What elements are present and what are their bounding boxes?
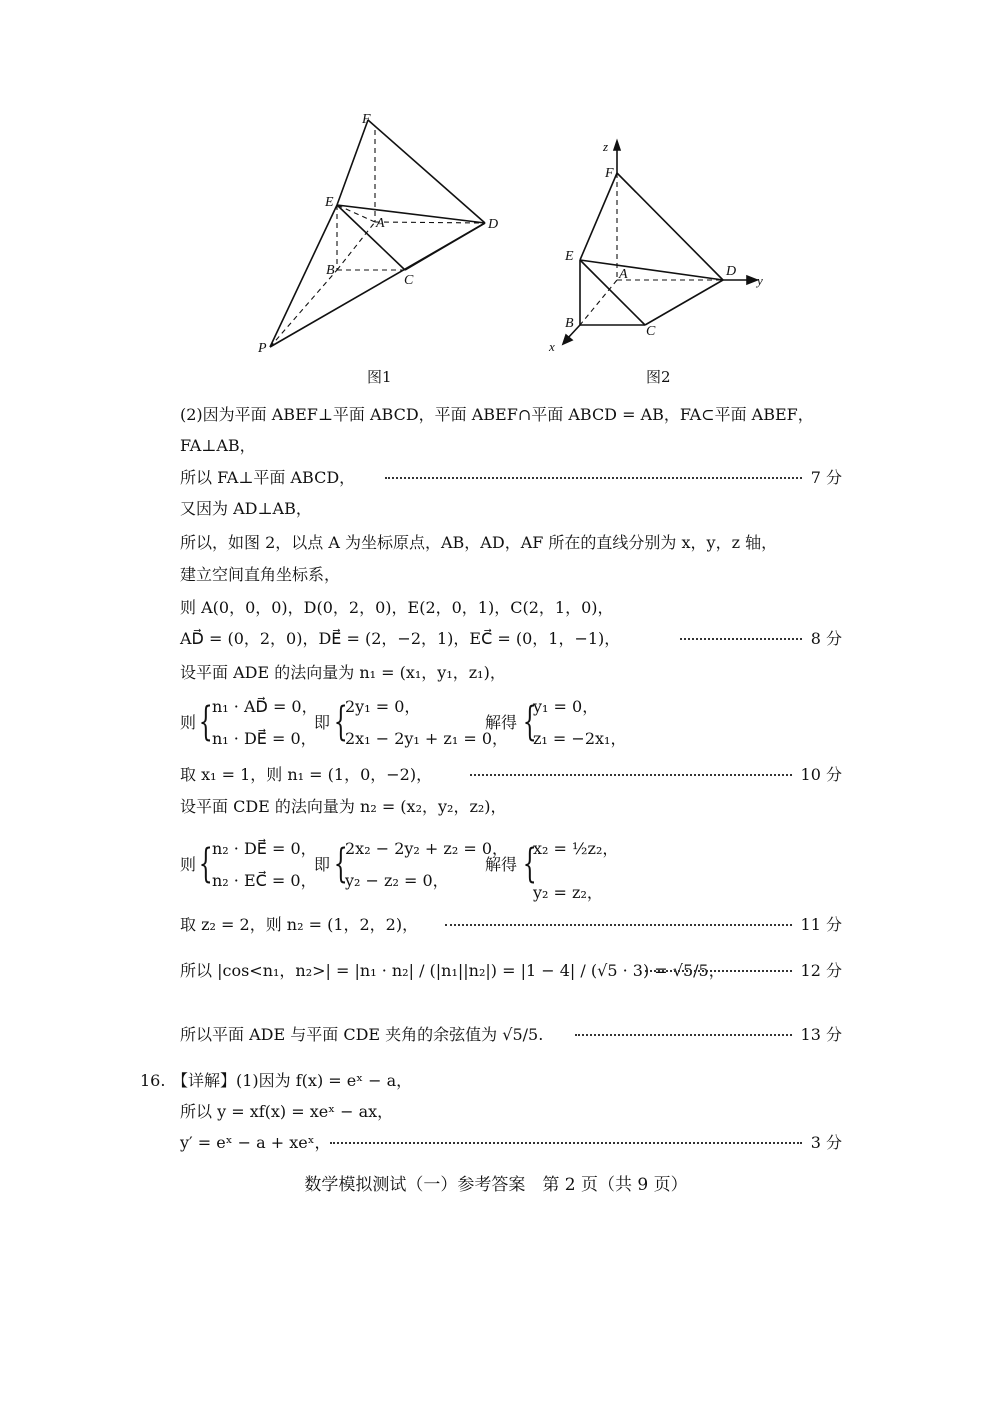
solution-line-7: 则 A(0，0，0)，D(0，2，0)，E(2，0，1)，C(2，1，0)，	[180, 598, 614, 617]
fig1-label-C: C	[404, 273, 414, 288]
fig1-label-F: F	[362, 112, 371, 127]
sys1-brace-b: {	[333, 699, 348, 745]
sys2-eq-b2: y₂ − z₂ = 0，	[345, 871, 449, 890]
sys1-eq-c2: z₁ = −2x₁，	[533, 729, 627, 748]
sys2-eq-c2: y₂ = z₂，	[533, 883, 603, 902]
line-12-text: 取 z₂ = 2，则 n₂ = (1，2，2)，	[180, 915, 419, 934]
fig2-label-x: x	[549, 339, 555, 354]
solution-line-13	[180, 956, 842, 986]
fig1-label-E: E	[325, 195, 334, 210]
dot-leader	[385, 477, 802, 479]
dot-leader	[470, 774, 792, 776]
score-13: 13 分	[800, 1025, 842, 1044]
sys2-eq-c1: x₂ = ½z₂，	[533, 839, 619, 858]
figure-2	[545, 135, 775, 355]
sys1-eq-a1: n₁ · AD⃗ = 0，	[212, 697, 318, 716]
sys2-eq-b1: 2x₂ − 2y₂ + z₂ = 0，	[345, 839, 509, 858]
dot-leader	[445, 924, 792, 926]
sys2-brace-b: {	[333, 841, 348, 887]
line-3-text: 所以 FA⊥平面 ABCD，	[180, 468, 356, 487]
solution-line-11: 设平面 CDE 的法向量为 n₂ = (x₂，y₂，z₂)，	[180, 797, 507, 816]
line-13-text: 所以 |cos<n₁，n₂>| = |n₁ · n₂| / (|n₁||n₂|) = |1 − 4| / (√5 · 3) = √5/5，	[180, 961, 725, 980]
fig1-label-P: P	[258, 341, 267, 356]
page-footer: 数学模拟测试（一）参考答案 第 2 页（共 9 页）	[304, 1175, 688, 1195]
fig2-label-z: z	[603, 139, 609, 154]
fig1-label-B: B	[326, 263, 335, 278]
sys2-eq-a1: n₂ · DE⃗ = 0，	[212, 839, 317, 858]
sys1-eq-c1: y₁ = 0，	[533, 697, 599, 716]
dot-leader	[680, 638, 802, 640]
solution-line-8	[180, 624, 842, 654]
solution-line-3	[180, 463, 842, 493]
sys1-solve: 解得	[485, 713, 518, 732]
fig2-label-F: F	[605, 166, 614, 181]
score-3: 3 分	[810, 1133, 842, 1152]
solution-line-2: FA⊥AB，	[180, 436, 256, 455]
sys2-prefix: 则	[180, 855, 197, 874]
solution-line-5: 所以，如图 2，以点 A 为坐标原点，AB，AD，AF 所在的直线分别为 x，y，z 轴，	[180, 533, 778, 552]
solution-line-9: 设平面 ADE 的法向量为 n₁ = (x₁，y₁，z₁)，	[180, 663, 506, 682]
solution-line-10	[180, 760, 842, 790]
fig2-label-E: E	[565, 249, 574, 264]
line-10-text: 取 x₁ = 1，则 n₁ = (1，0，−2)，	[180, 765, 433, 784]
score-11: 11 分	[800, 915, 842, 934]
q16-line-3	[180, 1128, 842, 1158]
sys2-eq-a2: n₂ · EC⃗ = 0，	[212, 871, 317, 890]
solution-line-6: 建立空间直角坐标系，	[180, 565, 341, 584]
question-16-number: 16.	[140, 1071, 166, 1090]
line-14-text: 所以平面 ADE 与平面 CDE 夹角的余弦值为 √5/5.	[180, 1025, 544, 1044]
solution-line-1: (2)因为平面 ABEF⊥平面 ABCD，平面 ABEF∩平面 ABCD = AB，FA⊂平面 ABEF，	[180, 405, 814, 424]
score-7: 7 分	[810, 468, 842, 487]
dot-leader	[575, 1034, 792, 1036]
fig2-label-C: C	[646, 324, 656, 339]
sys1-prefix: 则	[180, 713, 197, 732]
dot-leader	[330, 1142, 802, 1144]
line-8-text: AD⃗ = (0，2，0)，DE⃗ = (2，−2，1)，EC⃗ = (0，1，−1)，	[180, 629, 621, 648]
fig2-label-B: B	[565, 316, 574, 331]
solution-line-14	[180, 1020, 842, 1050]
fig1-label-D: D	[488, 217, 499, 232]
dot-leader	[645, 970, 792, 972]
fig2-caption: 图2	[646, 368, 671, 386]
sys1-brace-c: {	[522, 699, 537, 745]
score-12: 12 分	[800, 961, 842, 980]
sys1-eq-b1: 2y₁ = 0，	[345, 697, 421, 716]
solution-line-12	[180, 910, 842, 940]
fig1-caption: 图1	[367, 368, 392, 386]
sys2-brace-a: {	[198, 841, 213, 887]
figure-1	[250, 110, 510, 360]
score-8: 8 分	[810, 629, 842, 648]
fig2-label-y: y	[757, 273, 763, 288]
sys1-mid: 即	[314, 713, 331, 732]
sys1-eq-b2: 2x₁ − 2y₁ + z₁ = 0，	[345, 729, 509, 748]
sys2-solve: 解得	[485, 855, 518, 874]
sys1-eq-a2: n₁ · DE⃗ = 0，	[212, 729, 317, 748]
sys1-brace-a: {	[198, 699, 213, 745]
solution-line-4: 又因为 AD⊥AB，	[180, 499, 312, 518]
sys2-brace-c: {	[522, 841, 537, 887]
q16-line-1: 【详解】(1)因为 f(x) = eˣ − a，	[172, 1071, 413, 1090]
q16-line-2: 所以 y = xf(x) = xeˣ − ax，	[180, 1102, 394, 1121]
score-10: 10 分	[800, 765, 842, 784]
fig2-label-A: A	[619, 267, 628, 282]
sys2-mid: 即	[314, 855, 331, 874]
fig2-label-D: D	[726, 264, 737, 279]
fig1-label-A: A	[376, 216, 385, 231]
q16-line-3-text: y′ = eˣ − a + xeˣ，	[180, 1133, 331, 1152]
